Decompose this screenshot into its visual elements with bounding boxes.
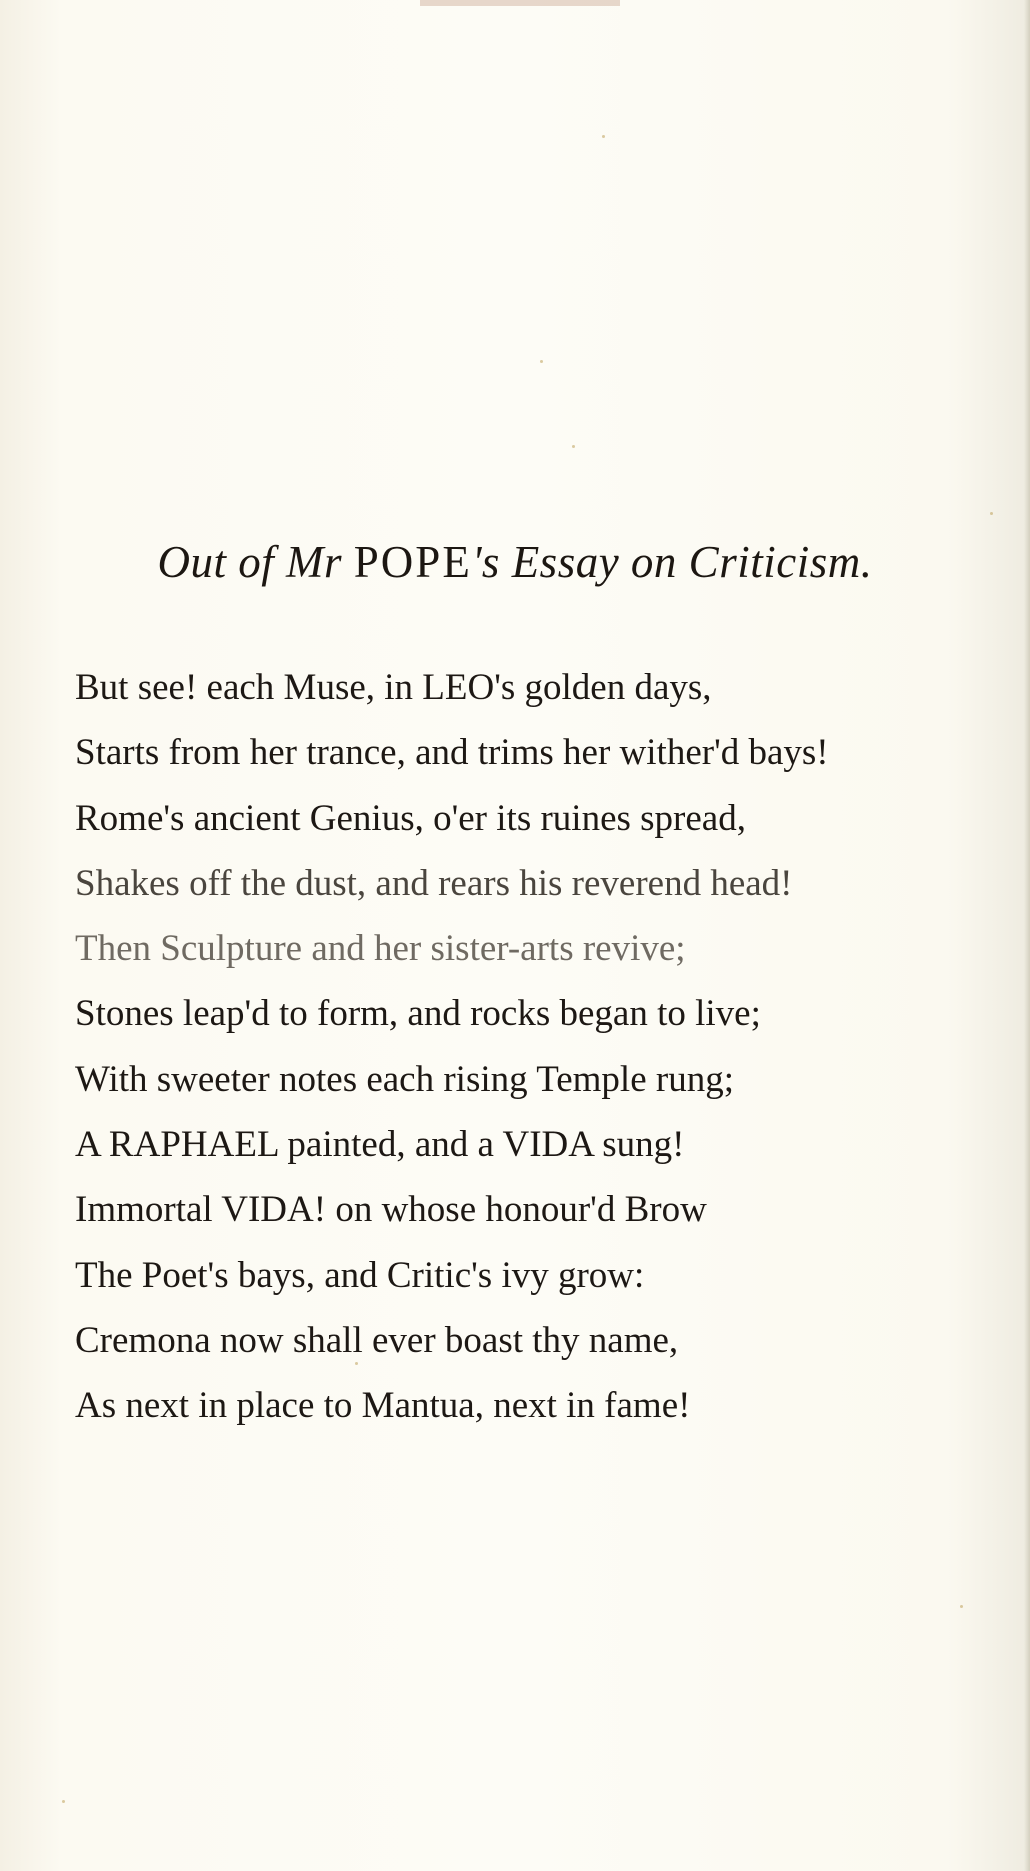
paper-speck [572, 445, 575, 448]
paper-speck [990, 512, 993, 515]
page-right-edge [1024, 0, 1030, 1871]
heading-author: POPE [353, 537, 472, 587]
page-top-edge [420, 0, 620, 6]
poem-line: Cremona now shall ever boast thy name, [75, 1319, 679, 1361]
poem-line: Stones leap'd to form, and rocks began to live; [75, 993, 761, 1035]
poem [75, 655, 975, 1439]
paper-speck [355, 1362, 358, 1365]
poem-line: The Poet's bays, and Critic's ivy grow: [75, 1254, 645, 1296]
poem-line: A RAPHAEL painted, and a VIDA sung! [75, 1124, 685, 1166]
heading-prefix: Out of Mr [157, 537, 354, 587]
poem-line: Starts from her trance, and trims her wither'd bays! [75, 732, 829, 774]
paper-speck [540, 360, 543, 363]
poem-line: Rome's ancient Genius, o'er its ruines spread, [75, 797, 746, 839]
heading-title: 's Essay on Criticism. [471, 537, 873, 587]
page-heading [0, 536, 1030, 588]
poem-line: But see! each Muse, in LEO's golden days, [75, 667, 712, 708]
paper-speck [602, 135, 605, 138]
poem-line: With sweeter notes each rising Temple rung; [75, 1058, 734, 1100]
poem-line: Shakes off the dust, and rears his reverend head! [75, 862, 793, 904]
paper-speck [960, 1605, 963, 1608]
poem-line: Immortal VIDA! on whose honour'd Brow [75, 1189, 707, 1231]
poem-line: As next in place to Mantua, next in fame! [75, 1385, 691, 1427]
paper-speck [62, 1800, 65, 1803]
poem-line: Then Sculpture and her sister-arts revive; [75, 928, 686, 970]
